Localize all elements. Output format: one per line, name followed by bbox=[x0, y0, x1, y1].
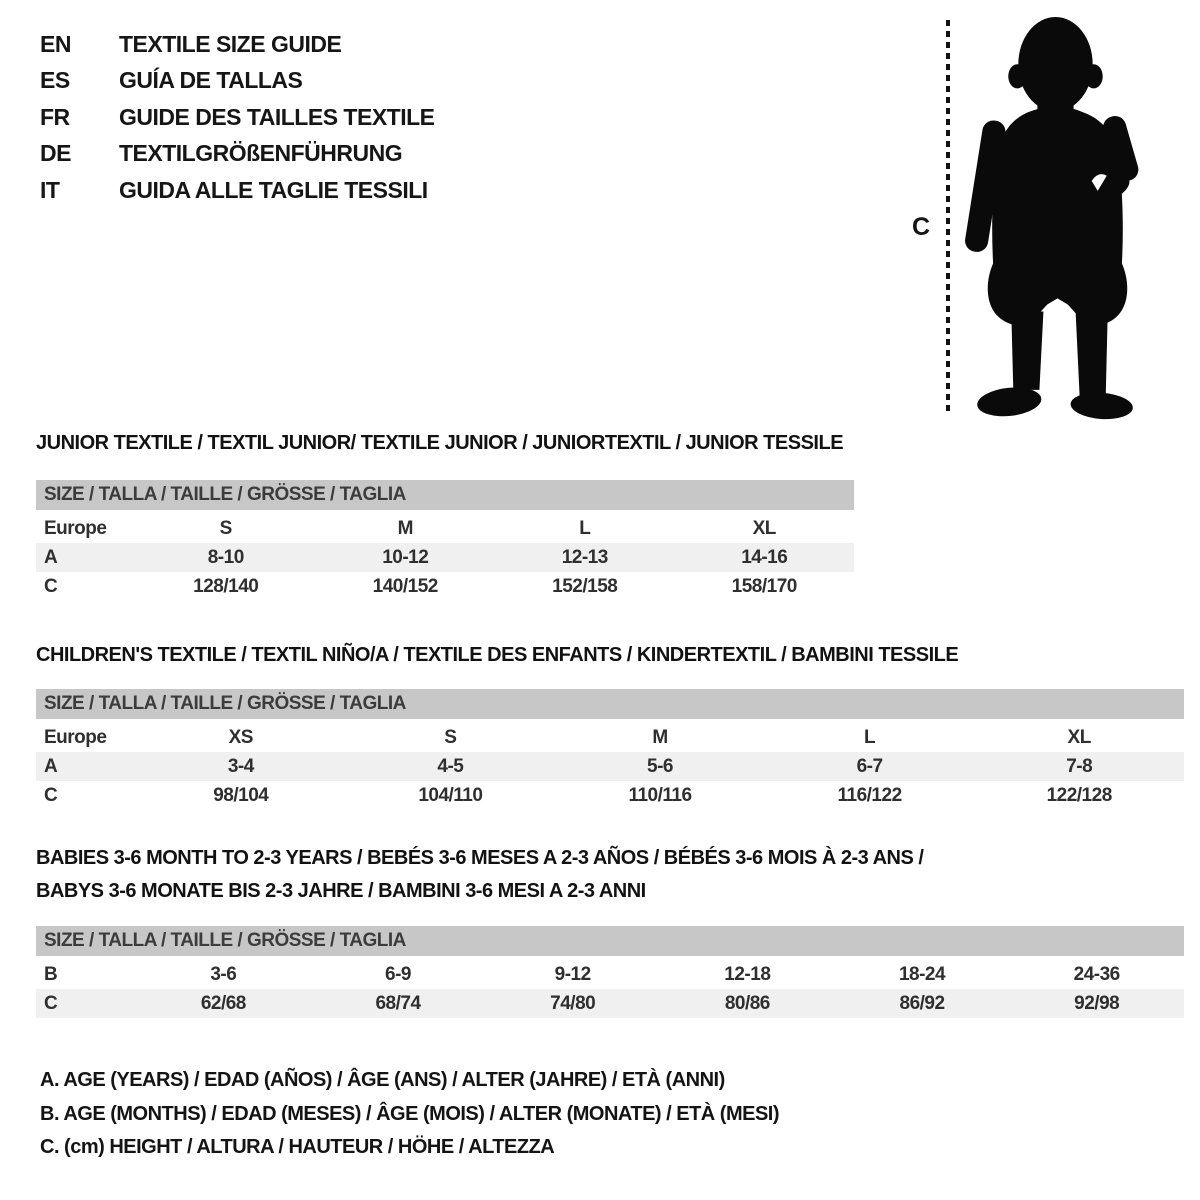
guide-title-es: GUÍA DE TALLAS bbox=[119, 67, 303, 94]
height-cell: 62/68 bbox=[200, 992, 246, 1014]
section-junior-textile bbox=[36, 430, 843, 456]
height-cell: 68/74 bbox=[375, 992, 421, 1014]
size-cell: M bbox=[397, 517, 413, 539]
language-row-fr bbox=[40, 99, 435, 136]
height-cell: 98/104 bbox=[213, 784, 269, 806]
height-cell: 140/152 bbox=[372, 575, 438, 597]
row-label: C bbox=[44, 784, 58, 806]
section-children-textile bbox=[36, 642, 958, 668]
table-row-height bbox=[36, 572, 854, 601]
babies-size-table bbox=[36, 926, 1184, 1018]
language-row-it bbox=[40, 172, 435, 209]
age-cell: 18-24 bbox=[898, 963, 946, 985]
guide-title-en: TEXTILE SIZE GUIDE bbox=[119, 30, 342, 57]
language-code: DE bbox=[40, 140, 71, 167]
age-cell: 9-12 bbox=[554, 963, 591, 985]
height-cell: 74/80 bbox=[550, 992, 596, 1014]
age-cell: 6-9 bbox=[385, 963, 411, 985]
row-label: Europe bbox=[44, 517, 107, 539]
height-cell: 92/98 bbox=[1074, 992, 1120, 1014]
row-label: C bbox=[44, 575, 58, 597]
section-title-junior: JUNIOR TEXTILE / TEXTIL JUNIOR/ TEXTILE JUNIOR / JUNIORTEXTIL / JUNIOR TESSILE bbox=[36, 432, 844, 454]
size-cell: M bbox=[652, 726, 668, 748]
legend-block bbox=[40, 1064, 779, 1165]
age-cell: 24-36 bbox=[1073, 963, 1120, 985]
size-cell: XL bbox=[1067, 726, 1091, 748]
height-cell: 110/116 bbox=[628, 784, 692, 806]
language-row-en bbox=[40, 26, 435, 63]
row-label: B bbox=[44, 963, 58, 985]
section-title-babies-line1: BABIES 3-6 MONTH TO 2-3 YEARS / BEBÉS 3-6 MESES A 2-3 AÑOS / BÉBÉS 3-6 MOIS À 2-3 ANS / bbox=[36, 847, 924, 869]
row-label: A bbox=[44, 755, 58, 777]
table-row-europe bbox=[36, 723, 1184, 752]
language-row-de bbox=[40, 136, 435, 173]
legend-height-cm: C. (cm) HEIGHT / ALTURA / HAUTEUR / HÖHE / ALTEZZA bbox=[40, 1136, 555, 1158]
size-cell: XS bbox=[228, 726, 253, 748]
age-cell: 3-6 bbox=[210, 963, 237, 985]
table-row-europe bbox=[36, 514, 854, 543]
language-code: EN bbox=[40, 30, 71, 57]
children-size-table bbox=[36, 689, 1184, 810]
age-cell: 12-13 bbox=[561, 546, 608, 568]
height-cell: 152/158 bbox=[552, 575, 618, 597]
table-row-height bbox=[36, 989, 1184, 1018]
section-title-babies-line2: BABYS 3-6 MONATE BIS 2-3 JAHRE / BAMBINI 3-6 MESI A 2-3 ANNI bbox=[36, 880, 646, 902]
height-cell: 104/110 bbox=[418, 784, 483, 806]
age-cell: 3-4 bbox=[227, 755, 254, 777]
section-babies-textile bbox=[36, 845, 923, 904]
age-cell: 6-7 bbox=[856, 755, 883, 777]
height-cell: 86/92 bbox=[899, 992, 945, 1014]
toddler-silhouette-icon bbox=[965, 12, 1150, 424]
language-title-block bbox=[40, 26, 435, 209]
age-cell: 8-10 bbox=[207, 546, 244, 568]
row-label: A bbox=[44, 546, 58, 568]
size-cell: L bbox=[579, 517, 591, 539]
table-header-size: SIZE / TALLA / TAILLE / GRÖSSE / TAGLIA bbox=[36, 480, 854, 510]
size-cell: L bbox=[864, 726, 876, 748]
section-title-children: CHILDREN'S TEXTILE / TEXTIL NIÑO/A / TEXTILE DES ENFANTS / KINDERTEXTIL / BAMBINI TESSILE bbox=[36, 644, 959, 666]
table-row-height bbox=[36, 781, 1184, 810]
size-cell: S bbox=[444, 726, 457, 748]
age-cell: 14-16 bbox=[741, 546, 788, 568]
size-cell: S bbox=[219, 517, 232, 539]
height-cell: 122/128 bbox=[1046, 784, 1112, 806]
language-code: ES bbox=[40, 67, 70, 94]
height-cell: 128/140 bbox=[193, 575, 259, 597]
language-code: IT bbox=[40, 176, 60, 203]
age-cell: 7-8 bbox=[1066, 755, 1093, 777]
guide-title-it: GUIDA ALLE TAGLIE TESSILI bbox=[119, 176, 428, 203]
table-header-size: SIZE / TALLA / TAILLE / GRÖSSE / TAGLIA bbox=[36, 926, 1184, 956]
legend-age-years: A. AGE (YEARS) / EDAD (AÑOS) / ÂGE (ANS) / ALTER (JAHRE) / ETÀ (ANNI) bbox=[40, 1069, 725, 1091]
height-measure-dashed-line bbox=[946, 20, 950, 414]
height-measure-label: C bbox=[912, 213, 930, 241]
row-label: Europe bbox=[44, 726, 107, 748]
table-header-size: SIZE / TALLA / TAILLE / GRÖSSE / TAGLIA bbox=[36, 689, 1184, 719]
height-cell: 158/170 bbox=[731, 575, 797, 597]
guide-title-fr: GUIDE DES TAILLES TEXTILE bbox=[119, 103, 435, 130]
height-cell: 80/86 bbox=[724, 992, 770, 1014]
age-cell: 4-5 bbox=[437, 755, 464, 777]
age-cell: 12-18 bbox=[724, 963, 771, 985]
guide-title-de: TEXTILGRÖßENFÜHRUNG bbox=[119, 140, 403, 167]
age-cell: 5-6 bbox=[647, 755, 673, 777]
age-cell: 10-12 bbox=[382, 546, 429, 568]
table-row-age-months bbox=[36, 960, 1184, 989]
table-row-age-years bbox=[36, 543, 854, 572]
size-cell: XL bbox=[752, 517, 776, 539]
height-cell: 116/122 bbox=[837, 784, 902, 806]
table-row-age-years bbox=[36, 752, 1184, 781]
legend-age-months: B. AGE (MONTHS) / EDAD (MESES) / ÂGE (MOIS) / ALTER (MONATE) / ETÀ (MESI) bbox=[40, 1102, 780, 1125]
row-label: C bbox=[44, 992, 58, 1014]
junior-size-table bbox=[36, 480, 854, 601]
language-row-es bbox=[40, 63, 435, 100]
language-code: FR bbox=[40, 103, 70, 130]
